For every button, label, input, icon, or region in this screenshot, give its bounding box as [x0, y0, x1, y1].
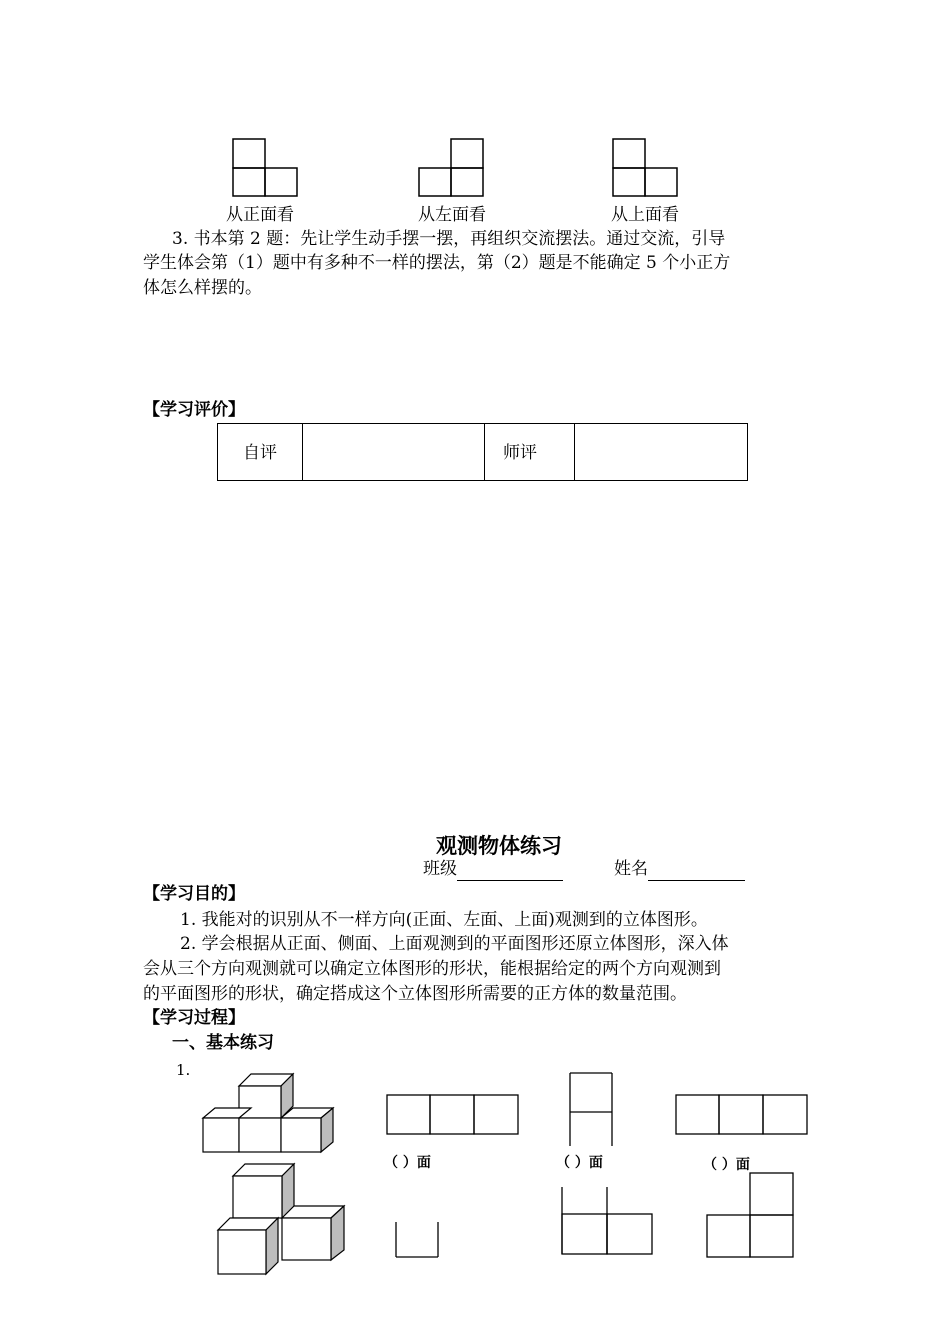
goal-2-line3: 的平面图形的形状，确定搭成这个立体图形所需要的正方体的数量范围。 — [143, 984, 687, 1004]
goal-2-line1: 2. 学会根据从正面、侧面、上面观测到的平面图形还原立体图形，深入体 — [180, 934, 729, 954]
name-label: 姓名 — [614, 859, 648, 879]
process-heading: 【学习过程】 — [143, 1008, 245, 1028]
class-label: 班级 — [423, 859, 457, 879]
item3-line2: 学生体会第（1）题中有多种不一样的摆法，第（2）题是不能确定 5 个小正方 — [143, 253, 731, 273]
goal-2-line2: 会从三个方向观测就可以确定立体图形的形状，能根据给定的两个方向观测到 — [143, 959, 721, 979]
solid-figure-1 — [200, 1072, 340, 1156]
front-view-caption: 从正面看 — [226, 205, 294, 225]
goals-heading: 【学习目的】 — [143, 884, 245, 904]
evaluation-table — [217, 423, 748, 481]
goal-1: 1. 我能对的识别从不一样方向(正面、左面、上面)观测到的立体图形。 — [180, 910, 708, 930]
self-eval-cell[interactable] — [303, 424, 485, 481]
solid-figure-2 — [214, 1160, 354, 1278]
view-three-in-row-2 — [675, 1094, 809, 1136]
self-eval-label: 自评 — [218, 424, 303, 481]
left-view-diagram — [418, 138, 486, 198]
name-blank[interactable] — [648, 862, 745, 881]
view-l-shape — [706, 1172, 796, 1260]
view-two-side-by-side — [561, 1186, 655, 1256]
exercise-title: 观测物体练习 — [436, 834, 562, 858]
item3-line1: 3. 书本第 2 题：先让学生动手摆一摆，再组织交流摆法。通过交流，引导 — [172, 229, 726, 249]
name-field — [614, 857, 745, 881]
class-field — [423, 857, 563, 881]
face-blank-2[interactable]: （ ）面 — [556, 1155, 603, 1171]
evaluation-heading: 【学习评价】 — [143, 400, 245, 420]
view-open-square — [395, 1221, 441, 1261]
basic-practice-heading: 一、基本练习 — [172, 1033, 274, 1053]
teacher-eval-cell[interactable] — [575, 424, 748, 481]
item3-line3: 体怎么样摆的。 — [143, 278, 262, 298]
question-1-number: 1. — [176, 1061, 191, 1079]
view-two-stacked — [569, 1072, 615, 1148]
left-view-caption: 从左面看 — [418, 205, 486, 225]
teacher-eval-label: 师评 — [485, 424, 575, 481]
face-blank-3[interactable]: （ ）面 — [703, 1157, 750, 1173]
front-view-diagram — [232, 138, 300, 198]
view-three-in-row-1 — [386, 1094, 520, 1136]
class-blank[interactable] — [457, 862, 563, 881]
face-blank-1[interactable]: （ ）面 — [384, 1155, 431, 1171]
top-view-diagram — [612, 138, 680, 198]
top-view-caption: 从上面看 — [611, 205, 679, 225]
